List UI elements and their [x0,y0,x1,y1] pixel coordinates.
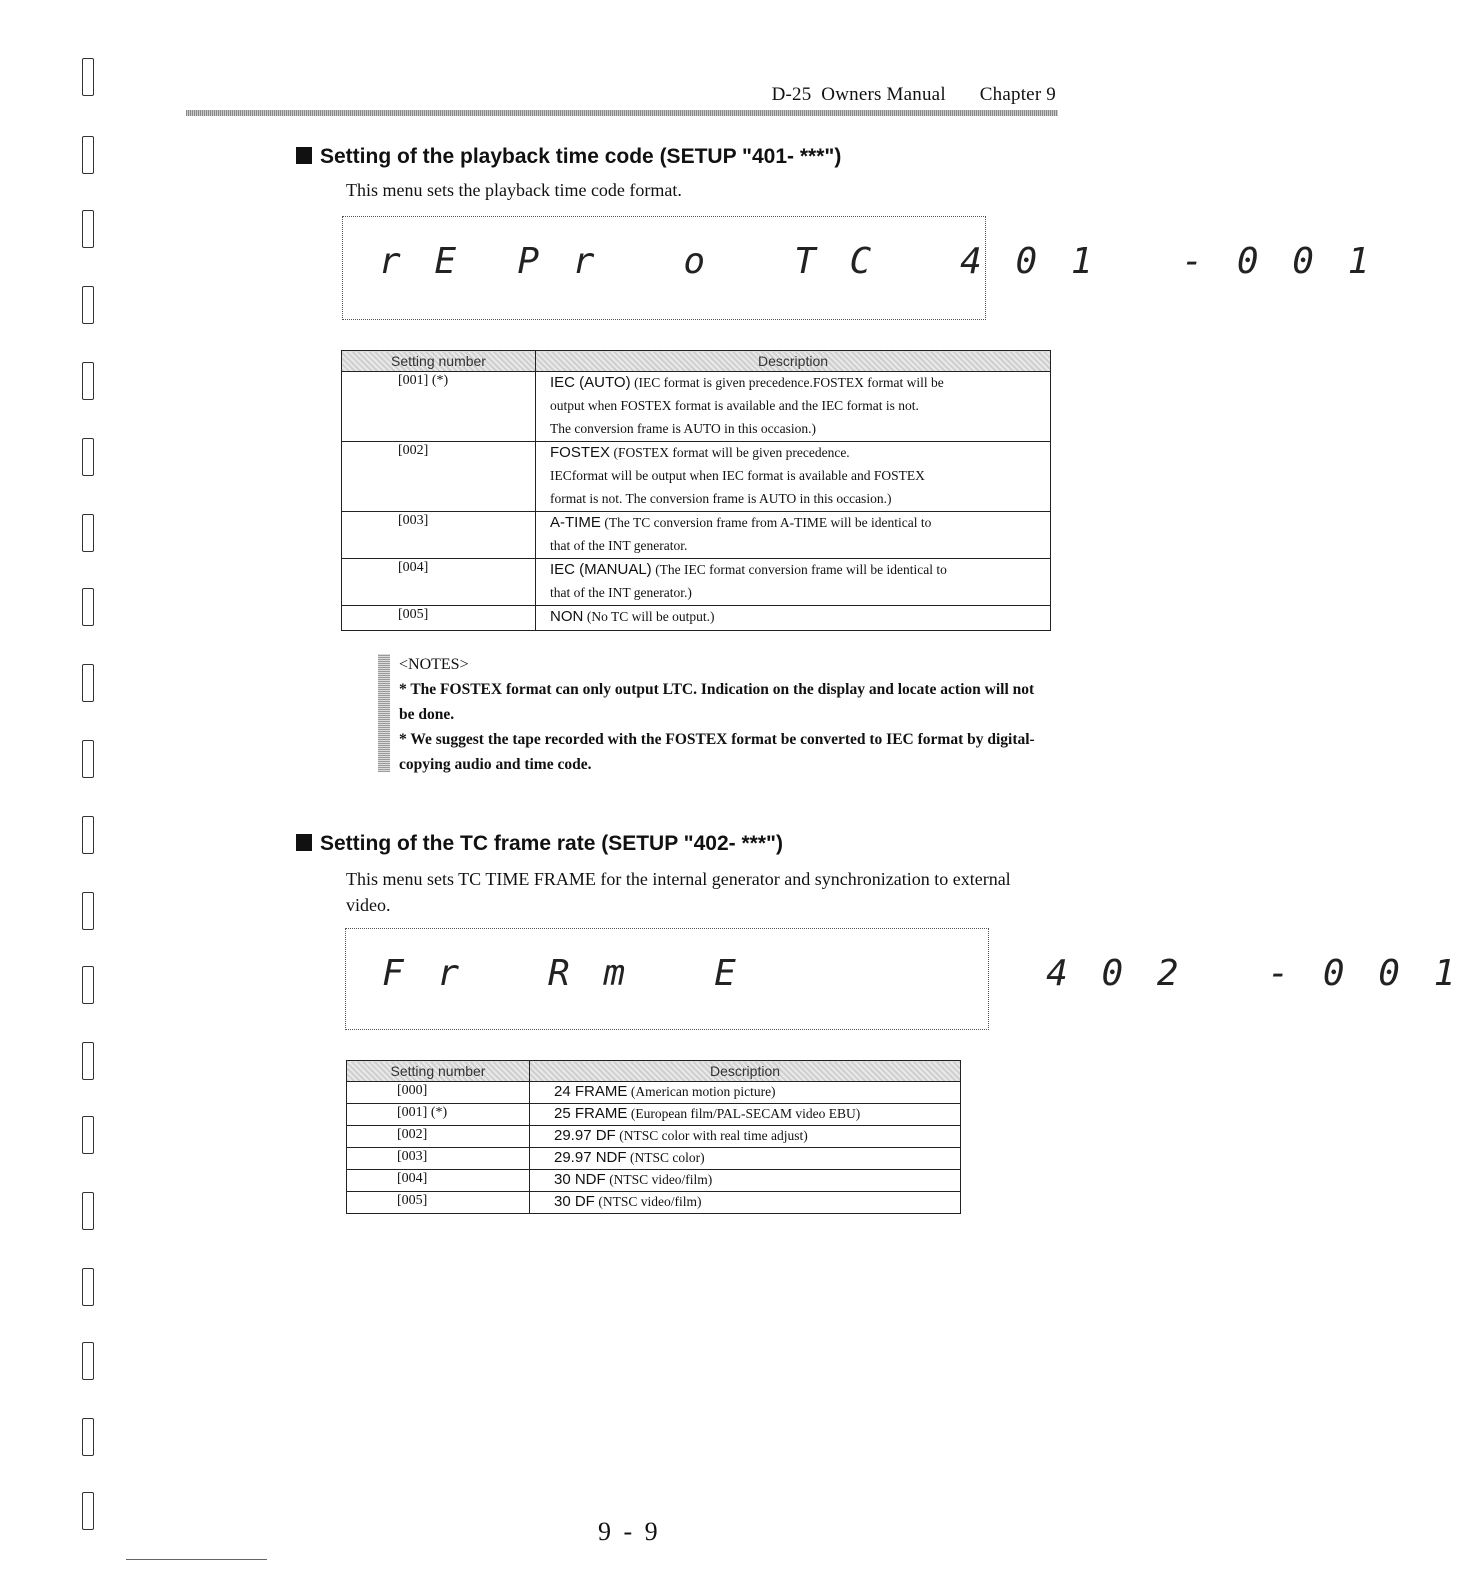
section-title-playback-tc: Setting of the playback time code (SETUP "401- ***") [296,145,841,169]
table-row [347,1170,961,1192]
table-row [342,559,1051,606]
binding-holes [82,58,98,1548]
setting-description: 29.97 DF (NTSC color with real time adjust) [530,1126,961,1148]
binding-hole [82,1116,94,1154]
setting-description: 29.97 NDF (NTSC color) [530,1148,961,1170]
binding-hole [82,58,94,96]
lcd-display-text: F r R m E 4 0 2 - 0 0 1 [382,953,1461,994]
setting-number: [000] [347,1082,530,1104]
table-row [347,1104,961,1126]
lcd-display-text: r E P r o T C 4 0 1 - 0 0 1 [379,241,1376,282]
setting-description: 25 FRAME (European film/PAL-SECAM video EBU) [530,1104,961,1126]
page-number: 9 - 9 [598,1517,661,1546]
section-title-tc-frame-rate: Setting of the TC frame rate (SETUP "402- ***") [296,832,783,856]
column-header: Setting number [347,1061,530,1082]
column-header: Description [530,1061,961,1082]
notes-bar [378,654,390,772]
setting-description: A-TIME (The TC conversion frame from A-TIME will be identical to that of the INT generator. [536,512,1051,559]
setting-number: [005] [342,606,536,631]
setting-description: 30 DF (NTSC video/film) [530,1192,961,1214]
note-item: * We suggest the tape recorded with the FOSTEX format be converted to IEC format by digital-copying audio and time code. [399,731,1035,773]
binding-hole [82,966,94,1004]
binding-hole [82,514,94,552]
binding-hole [82,210,94,248]
setting-number: [004] [342,559,536,606]
table-row [342,372,1051,442]
setting-number: [001] (*) [347,1104,530,1126]
note-item: * The FOSTEX format can only output LTC. Indication on the display and locate action will not be done. [399,681,1035,723]
setting-number: [001] (*) [342,372,536,442]
binding-hole [82,892,94,930]
binding-hole [82,664,94,702]
running-header [772,84,1056,106]
setting-number: [002] [342,442,536,512]
binding-hole [82,438,94,476]
setting-description: IEC (MANUAL) (The IEC format conversion frame will be identical to that of the INT generator.) [536,559,1051,606]
column-header: Description [536,351,1051,372]
binding-hole [82,136,94,174]
setting-description: FOSTEX (FOSTEX format will be given precedence. IECformat will be output when IEC format is available and FOSTEX format is not. The conversion frame is AUTO in this occasion.) [536,442,1051,512]
binding-hole [82,816,94,854]
table-row [342,512,1051,559]
setting-number: [003] [342,512,536,559]
binding-hole [82,588,94,626]
table-row [342,606,1051,631]
lcd-display [345,928,1461,1030]
table-row [347,1192,961,1214]
binding-hole [82,1418,94,1456]
manual-title: D-25 Owners Manual [771,84,946,105]
setting-table-402 [346,1060,961,1214]
binding-hole [82,1268,94,1306]
setting-number: [003] [347,1148,530,1170]
table-row [347,1126,961,1148]
setting-number: [004] [347,1170,530,1192]
notes-block [378,652,1048,777]
binding-hole [82,362,94,400]
notes-heading: <NOTES> [399,656,469,673]
table-row [342,442,1051,512]
setting-description: IEC (AUTO) (IEC format is given precedence.FOSTEX format will be output when FOSTEX format is available and the IEC format is not. The conversion frame is AUTO in this occasion.) [536,372,1051,442]
header-rule [186,110,1058,116]
section-intro: This menu sets TC TIME FRAME for the internal generator and synchronization to external video. [346,869,1011,915]
binding-hole [82,1342,94,1380]
lcd-display [342,216,1376,320]
column-header: Setting number [342,351,536,372]
binding-hole [82,1042,94,1080]
footer-rule [126,1559,267,1560]
setting-description: NON (No TC will be output.) [536,606,1051,631]
table-row [347,1082,961,1104]
setting-number: [005] [347,1192,530,1214]
setting-number: [002] [347,1126,530,1148]
binding-hole [82,740,94,778]
binding-hole [82,1492,94,1530]
setting-description: 24 FRAME (American motion picture) [530,1082,961,1104]
square-bullet-icon [296,834,312,851]
section-intro: This menu sets the playback time code format. [346,180,682,200]
binding-hole [82,286,94,324]
binding-hole [82,1192,94,1230]
setting-description: 30 NDF (NTSC video/film) [530,1170,961,1192]
chapter-label: Chapter 9 [979,84,1056,105]
setting-table-401 [341,350,1051,631]
square-bullet-icon [296,147,312,164]
table-row [347,1148,961,1170]
